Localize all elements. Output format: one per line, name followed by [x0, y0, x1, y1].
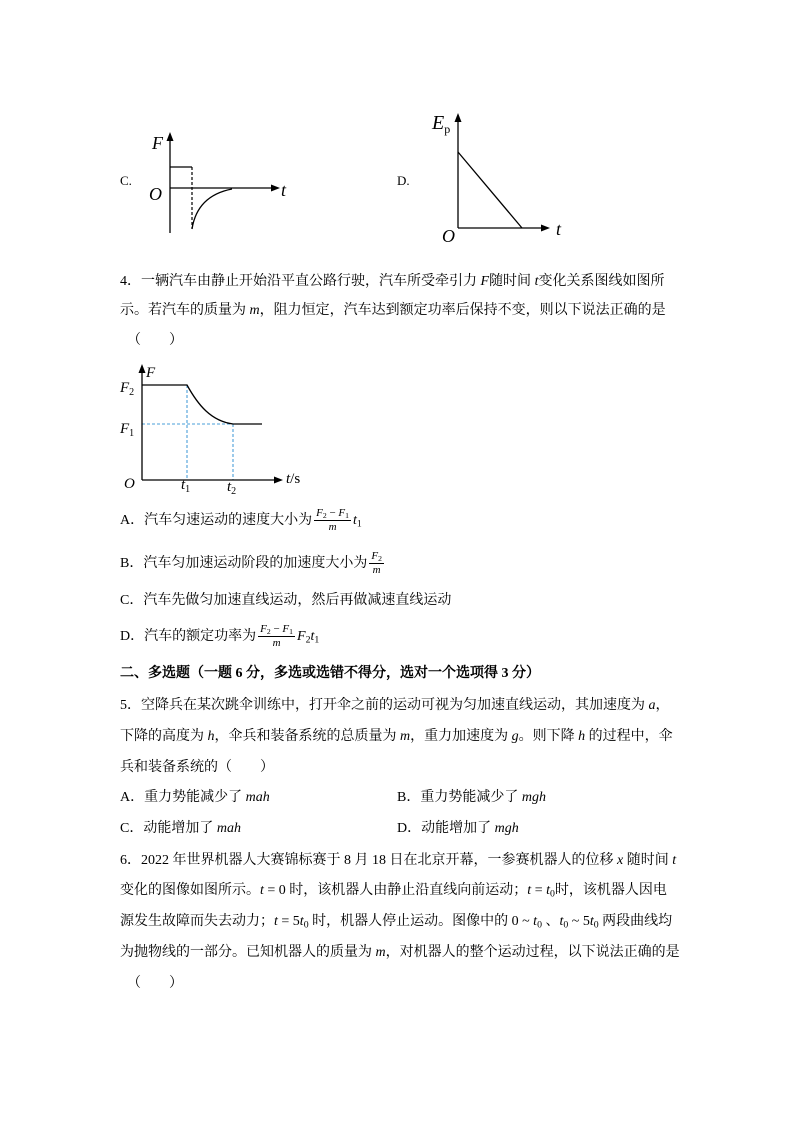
- subscript: 2: [266, 627, 271, 637]
- q4-traction-force-graph: [110, 355, 315, 500]
- math-variable: x: [617, 853, 624, 868]
- subscript: 2: [378, 554, 382, 564]
- fraction-denominator: [258, 637, 295, 650]
- text-run: 源发生故障而失去动力；: [120, 914, 274, 929]
- t2-label: [227, 479, 236, 497]
- q4-answer-blank: [127, 331, 183, 351]
- subscript: 0: [563, 919, 569, 931]
- text-run: A．重力势能减少了: [120, 790, 246, 805]
- fraction: [258, 623, 295, 650]
- math-variable: F: [260, 623, 267, 636]
- math-variable: m: [375, 945, 386, 960]
- text-run: C．动能增加了: [120, 821, 217, 836]
- text-run: −: [326, 507, 339, 520]
- t-axis-arrow: [274, 477, 283, 484]
- f1-label-var: F: [120, 421, 130, 437]
- text-run: 为抛物线的一部分。已知机器人的质量为: [120, 945, 376, 960]
- f-axis-label: [145, 365, 156, 381]
- fraction: [369, 550, 384, 577]
- math-variable: t: [527, 883, 532, 898]
- math-variable: t: [559, 914, 564, 929]
- text-run: ~ 5: [568, 914, 590, 929]
- fraction-numerator: [314, 507, 351, 521]
- q4-option-d: [120, 623, 319, 651]
- fraction-numerator: [258, 623, 295, 637]
- t1-label-var: t: [181, 477, 186, 493]
- text-run: 示。若汽车的质量为: [120, 303, 250, 318]
- text-run: ，对机器人的整个运动过程，以下说法正确的是: [385, 945, 680, 960]
- ep-decreasing-line: [458, 152, 522, 228]
- subscript: 1: [314, 634, 320, 646]
- text-run: B．重力势能减少了: [397, 790, 522, 805]
- q5-stem-line: [120, 696, 670, 716]
- q4-option-c: [120, 591, 451, 611]
- math-variable: F: [316, 507, 323, 520]
- math-variable: m: [328, 521, 337, 534]
- fraction: [314, 507, 351, 534]
- force-curve: [142, 385, 262, 424]
- q6-stem-line: [120, 881, 667, 901]
- text-run: 、: [541, 914, 560, 929]
- ep-axis-arrow: [455, 113, 462, 122]
- math-variable: t: [353, 513, 357, 528]
- t-axis-label-var: t: [281, 180, 287, 200]
- t-axis-label: [286, 471, 300, 487]
- text-run: B．汽车匀加速运动阶段的加速度大小为: [120, 556, 368, 571]
- text-run: = 5: [277, 914, 300, 929]
- math-variable: t: [589, 914, 594, 929]
- subscript: 1: [356, 518, 362, 530]
- q5-stem-line: [120, 758, 274, 778]
- option-d-label: D.: [397, 173, 410, 188]
- t-axis-arrow: [541, 225, 550, 232]
- q6-stem-line: [120, 912, 672, 932]
- math-variable: mgh: [494, 821, 519, 836]
- ep-axis-label: [431, 112, 450, 136]
- text-run: = 0 时，该机器人由静止沿直线向前运动；: [263, 883, 528, 898]
- subscript: 0: [593, 919, 599, 931]
- origin-label-var: O: [149, 184, 162, 204]
- option-c-force-time-graph: [140, 120, 300, 240]
- origin-label-var: O: [124, 476, 135, 492]
- t2-label-var: t: [227, 479, 232, 495]
- t-axis-label-var: t: [286, 471, 291, 487]
- text-run: 随时间: [623, 853, 673, 868]
- math-variable: h: [578, 729, 586, 744]
- math-variable: mah: [245, 790, 270, 805]
- subscript: 0: [549, 888, 555, 900]
- math-variable: m: [249, 303, 260, 318]
- text-run: 的过程中，伞: [585, 729, 673, 744]
- math-variable: F: [282, 623, 290, 636]
- q5-option-a: [120, 788, 270, 808]
- text-run: （ ）: [127, 333, 183, 348]
- math-variable: h: [207, 729, 215, 744]
- f-axis-label: [151, 133, 164, 153]
- text-run: 下降的高度为: [120, 729, 208, 744]
- q5-option-d: [397, 819, 519, 839]
- text-run: C．汽车先做匀加速直线运动，然后再做减速直线运动: [120, 593, 452, 608]
- f1-label: [119, 421, 134, 439]
- math-variable: F: [480, 274, 490, 289]
- text-run: 变化关系图线如图所: [538, 274, 665, 289]
- ep-axis-label-var: E: [432, 112, 445, 134]
- t2-label-sub: 2: [231, 486, 237, 497]
- t-axis-label-var: t: [556, 219, 562, 239]
- text-run: D．汽车的额定功率为: [120, 629, 257, 644]
- math-variable: t: [672, 853, 677, 868]
- math-variable: t: [274, 914, 278, 929]
- q5-stem-line: [120, 727, 673, 747]
- q6-stem-line: [120, 851, 676, 871]
- q6-stem-line: [120, 943, 680, 963]
- q4-option-b: [120, 550, 386, 578]
- fraction-numerator: [369, 550, 384, 564]
- text-run: 两段曲线均: [598, 914, 673, 929]
- text-run: 5．空降兵在某次跳伞训练中，打开伞之前的运动可视为匀加速直线运动，其加速度为: [120, 698, 649, 713]
- text-run: 二、多选题（一题 6 分，多选或选错不得分，选对一个选项得 3 分）: [120, 666, 540, 681]
- f-axis-label-var: F: [146, 365, 156, 381]
- text-run: 时，该机器人因电: [554, 883, 667, 898]
- text-run: （ ）: [127, 976, 183, 991]
- f-axis-label-var: F: [152, 133, 163, 153]
- f2-label-var: F: [120, 380, 130, 396]
- text-run: 随时间: [489, 274, 535, 289]
- text-run: D．动能增加了: [397, 821, 495, 836]
- text-run: −: [270, 623, 283, 636]
- t-axis-label: [556, 219, 562, 239]
- f2-label: [119, 380, 134, 398]
- fraction-denominator: [314, 521, 351, 534]
- option-c-label: C.: [120, 173, 132, 188]
- subscript: 0: [537, 919, 542, 931]
- math-variable: mah: [216, 821, 241, 836]
- f-axis-arrow: [139, 364, 146, 373]
- math-variable: t: [310, 629, 315, 644]
- math-variable: F: [297, 629, 306, 644]
- subscript: 1: [345, 511, 349, 521]
- origin-label: [442, 226, 455, 246]
- text-run: 6．2022 年世界机器人大赛锦标赛于 8 月 18 日在北京开幕，一参赛机器人的位移: [120, 853, 617, 868]
- f1-label-sub: 1: [129, 428, 135, 439]
- math-variable: mgh: [521, 790, 546, 805]
- math-variable: t: [260, 883, 264, 898]
- text-run: A．汽车匀速运动的速度大小为: [120, 513, 313, 528]
- text-run: =: [531, 883, 547, 898]
- fraction-denominator: [369, 564, 384, 577]
- ep-axis-label-sub: p: [444, 122, 451, 136]
- q6-answer-blank: [127, 974, 183, 994]
- origin-label: [149, 184, 162, 204]
- subscript: 1: [289, 627, 293, 637]
- math-variable: F: [338, 507, 346, 520]
- math-variable: a: [648, 698, 656, 713]
- q5-option-b: [397, 788, 546, 808]
- math-variable: F: [371, 550, 379, 563]
- subscript: 2: [305, 634, 311, 646]
- origin-label-var: O: [442, 226, 455, 246]
- f2-label-sub: 2: [129, 387, 135, 398]
- q5-option-c: [120, 819, 241, 839]
- math-variable: m: [272, 637, 281, 650]
- q4-stem-line: [120, 301, 666, 321]
- subscript: 2: [322, 511, 327, 521]
- text-run: ，: [655, 698, 670, 713]
- math-variable: t: [546, 883, 550, 898]
- section-heading: [120, 664, 540, 684]
- t-axis-arrow: [271, 185, 280, 192]
- option-d-potential-energy-time-graph: [420, 105, 575, 250]
- t1-label-sub: 1: [185, 484, 191, 495]
- text-run: 时，机器人停止运动。图像中的 0 ~: [308, 914, 534, 929]
- recovery-curve: [192, 189, 232, 229]
- math-variable: t: [534, 274, 539, 289]
- q4-stem-line: [120, 272, 664, 292]
- math-variable: t: [533, 914, 538, 929]
- subscript: 0: [303, 919, 309, 931]
- t-axis-unit: /s: [290, 471, 301, 487]
- math-variable: m: [372, 564, 381, 577]
- text-run: 4．一辆汽车由静止开始沿平直公路行驶，汽车所受牵引力: [120, 274, 481, 289]
- t-axis-label: [281, 180, 287, 200]
- text-run: ，伞兵和装备系统的总质量为: [214, 729, 400, 744]
- origin-label: [124, 476, 135, 492]
- math-variable: m: [400, 729, 411, 744]
- text-run: ，阻力恒定，汽车达到额定功率后保持不变，则以下说法正确的是: [259, 303, 666, 318]
- text-run: 变化的图像如图所示。: [120, 883, 260, 898]
- math-variable: t: [299, 914, 304, 929]
- text-run: ，重力加速度为: [410, 729, 512, 744]
- math-variable: g: [511, 729, 519, 744]
- text-run: 。则下降: [518, 729, 579, 744]
- f-axis-arrow: [167, 132, 174, 141]
- q4-option-a: [120, 507, 362, 535]
- text-run: 兵和装备系统的（ ）: [120, 760, 274, 775]
